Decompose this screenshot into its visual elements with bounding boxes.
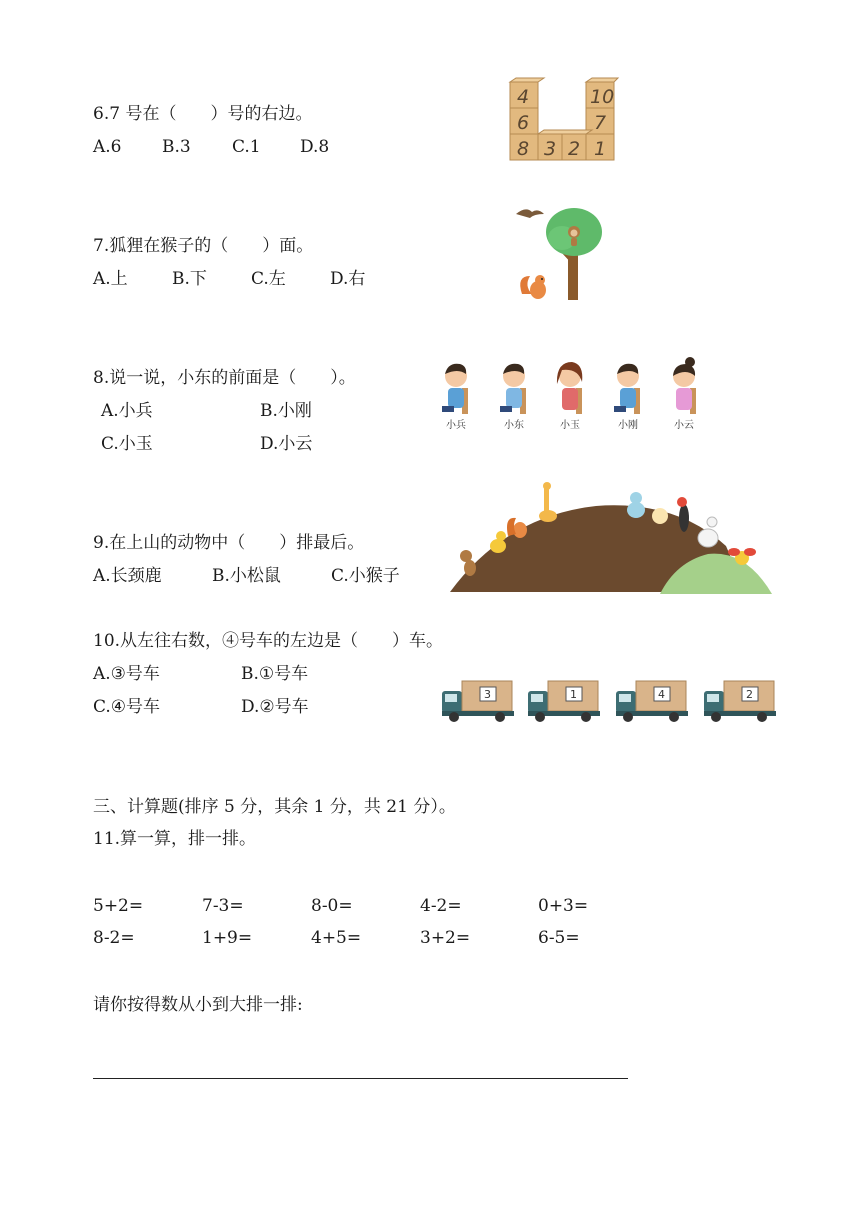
child-xiaogang: [614, 364, 640, 431]
q9-option-a[interactable]: A.长颈鹿: [93, 566, 162, 586]
q10-option-d[interactable]: D.②号车: [241, 697, 309, 717]
q8-option-c[interactable]: C.小玉: [101, 434, 153, 454]
section-heading: 三、计算题(排序 5 分，其余 1 分，共 21 分）。: [93, 797, 456, 817]
q8-option-d[interactable]: D.小云: [260, 434, 313, 454]
equation: 8-2=: [93, 928, 135, 948]
q7-option-d[interactable]: D.右: [330, 269, 366, 289]
q7-option-b[interactable]: B.下: [172, 269, 207, 289]
cat-icon: [627, 492, 645, 518]
monkey-icon: [460, 550, 476, 576]
child-xiaoyun: [673, 357, 696, 431]
q7-stem: 7.狐狸在猴子的（ ）面。: [93, 236, 314, 256]
cube-label: 2: [568, 138, 581, 160]
svg-text:小玉: 小玉: [560, 420, 580, 431]
q6-stem: 6.7 号在（ ）号的右边。: [93, 104, 313, 124]
svg-text:小兵: 小兵: [446, 420, 466, 431]
q8-children-figure: [436, 354, 706, 432]
q6-cube-figure: [506, 78, 618, 162]
equation: 3+2=: [420, 928, 471, 948]
q7-tree-figure: [512, 202, 612, 302]
q10-option-b[interactable]: B.①号车: [241, 664, 309, 684]
duck-icon: [490, 531, 506, 553]
cube-label: 4: [517, 86, 530, 108]
child-xiaoyu: [557, 362, 582, 431]
q6-option-c[interactable]: C.1: [232, 137, 261, 157]
cube-label: 7: [594, 112, 607, 134]
q8-stem: 8.说一说，小东的前面是（ ）。: [93, 368, 356, 388]
q6-option-b[interactable]: B.3: [162, 137, 191, 157]
bird-icon: [516, 209, 544, 218]
equation: 6-5=: [538, 928, 580, 948]
q10-trucks-figure: [442, 677, 778, 725]
q9-stem: 9.在上山的动物中（ ）排最后。: [93, 533, 365, 553]
giraffe-icon: [539, 482, 557, 522]
q7-option-a[interactable]: A.上: [93, 269, 128, 289]
q6-option-a[interactable]: A.6: [93, 137, 122, 157]
cube-label: 8: [517, 138, 530, 160]
truck-icon: [616, 681, 688, 722]
svg-text:3: 3: [484, 688, 491, 701]
truck-icon: [442, 681, 514, 722]
q9-hill-figure: [446, 476, 778, 598]
q9-option-c[interactable]: C.小猴子: [331, 566, 400, 586]
truck-icon: [704, 681, 776, 722]
svg-text:1: 1: [570, 688, 577, 701]
equation: 7-3=: [202, 896, 244, 916]
q11-stem: 11.算一算，排一排。: [93, 829, 257, 849]
equation: 4-2=: [420, 896, 462, 916]
equation: 5+2=: [93, 896, 144, 916]
q8-option-b[interactable]: B.小刚: [260, 401, 312, 421]
equation: 4+5=: [311, 928, 362, 948]
q8-option-a[interactable]: A.小兵: [101, 401, 153, 421]
squirrel-icon: [520, 275, 546, 299]
q10-option-c[interactable]: C.④号车: [93, 697, 161, 717]
equation: 1+9=: [202, 928, 253, 948]
q7-option-c[interactable]: C.左: [251, 269, 286, 289]
child-xiaodong: [500, 364, 526, 431]
child-xiaobing: [442, 364, 468, 431]
q10-stem: 10.从左往右数，④号车的左边是（ ）车。: [93, 631, 444, 651]
svg-text:2: 2: [746, 688, 753, 701]
svg-text:小云: 小云: [674, 420, 694, 431]
svg-text:小东: 小东: [504, 420, 524, 431]
svg-text:4: 4: [658, 688, 665, 701]
cube-label: 10: [590, 86, 615, 108]
chick-icon: [652, 508, 668, 524]
answer-line[interactable]: [93, 1078, 628, 1079]
q9-option-b[interactable]: B.小松鼠: [212, 566, 281, 586]
truck-icon: [528, 681, 600, 722]
squirrel-icon: [507, 518, 527, 538]
equation: 0+3=: [538, 896, 589, 916]
cube-label: 3: [544, 138, 557, 160]
goose-icon: [698, 517, 718, 547]
sort-prompt: 请你按得数从小到大排一排:: [93, 995, 303, 1015]
svg-text:小刚: 小刚: [618, 420, 638, 431]
cube-label: 1: [594, 138, 607, 160]
equation: 8-0=: [311, 896, 353, 916]
q10-option-a[interactable]: A.③号车: [93, 664, 160, 684]
q6-option-d[interactable]: D.8: [300, 137, 330, 157]
cube-label: 6: [517, 112, 530, 134]
